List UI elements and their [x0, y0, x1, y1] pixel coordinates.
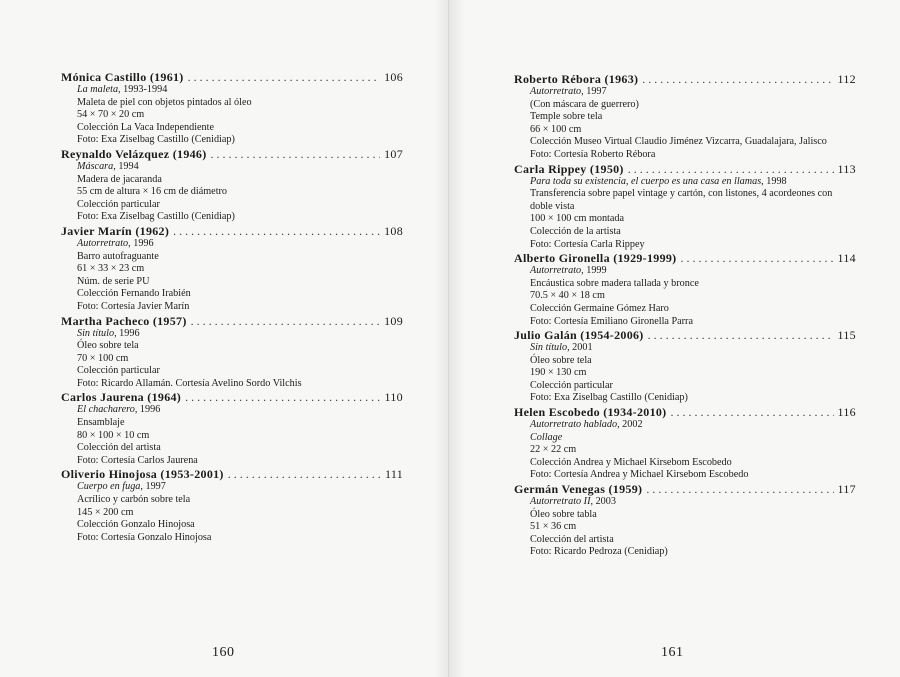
detail-line: Colección de la artista [530, 225, 621, 237]
artist-name: Germán Venegas [514, 482, 606, 497]
entry-details [61, 84, 403, 147]
detail-line: Colección del artista [530, 533, 614, 545]
artwork-date: , 1999 [581, 265, 607, 277]
artwork-title: Autorretrato [77, 237, 129, 249]
detail-line: Foto: Cortesía Emiliano Gironella Parra [530, 315, 693, 327]
detail-line: Foto: Exa Ziselbag Castillo (Cenidiap) [77, 211, 235, 223]
detail-line: Foto: Cortesía Roberto Rébora [530, 148, 656, 160]
detail-line: 54 × 70 × 20 cm [77, 109, 145, 121]
detail-line [77, 481, 403, 494]
detail-line: Barro autofraguante [77, 250, 159, 262]
right-page [451, 0, 900, 677]
entry-list [61, 70, 403, 544]
entry-details [514, 496, 856, 559]
detail-line [77, 404, 403, 417]
detail-line: Núm. de serie PU [77, 275, 150, 287]
artwork-title: Autorretrato hablado [530, 419, 618, 431]
entry-heading [61, 224, 403, 238]
detail-line: Encáustica sobre madera tallada y bronce [530, 277, 699, 289]
detail-line: Colección Museo Virtual Claudio Jiménez Vizcarra, Guadalajara, Jalisco [530, 136, 827, 148]
detail-line: Óleo sobre tela [530, 354, 592, 366]
detail-line [530, 419, 856, 432]
detail-line: 190 × 130 cm [530, 367, 587, 379]
artist-name: Javier Marín [61, 223, 133, 238]
entry-page-number: 114 [837, 251, 856, 266]
entry-details [61, 404, 403, 467]
detail-line: Foto: Cortesía Andrea y Michael Kirsebom Escobedo [530, 469, 749, 481]
entry-page-number: 115 [837, 328, 856, 343]
entry-page-number: 107 [384, 146, 403, 161]
detail-line [530, 432, 856, 445]
entry-details [61, 238, 403, 314]
detail-line: Colección Germaine Gómez Haro [530, 302, 669, 314]
artwork-title: Autorretrato [530, 86, 582, 97]
detail-line: Acrílico y carbón sobre tela [77, 494, 191, 506]
dot-leader [670, 405, 833, 419]
artwork-date: , 1996 [114, 327, 140, 339]
artwork-date: , 1994 [113, 160, 139, 172]
catalog-entry [514, 405, 856, 482]
detail-line: Colección Gonzalo Hinojosa [77, 519, 195, 531]
dot-leader [188, 70, 380, 84]
entry-heading [514, 405, 856, 419]
artwork-date: , 1996 [134, 404, 161, 416]
catalog-entry [61, 390, 403, 467]
detail-line: Foto: Cortesía Gonzalo Hinojosa [77, 531, 212, 543]
entry-page-number: 116 [837, 405, 856, 420]
dot-leader [185, 390, 380, 404]
artwork-title: Sin título [77, 327, 115, 339]
artwork-date: , 2003 [590, 496, 616, 508]
detail-line: 80 × 100 × 10 cm [77, 429, 150, 441]
detail-line: Madera de jacaranda [77, 173, 162, 185]
detail-line: Foto: Cortesía Carlos Jaurena [77, 454, 198, 466]
artist-name: Roberto Rébora [514, 72, 602, 86]
detail-line: 55 cm de altura × 16 cm de diámetro [77, 186, 228, 198]
entry-page-number: 117 [837, 482, 856, 497]
detail-line: Transferencia sobre papel vintage y cartón, con listones, 4 acordeones con [530, 188, 833, 200]
entry-page-number: 110 [384, 390, 403, 405]
artist-years: (1946) [172, 146, 207, 161]
entry-heading [514, 162, 856, 176]
artwork-title: Autorretrato [530, 265, 582, 277]
artist-name: Reynaldo Velázquez [61, 146, 170, 161]
artist-years: (1934-2010) [603, 405, 667, 420]
artwork-title: Máscara [77, 160, 114, 172]
catalog-entry [61, 70, 403, 147]
artist-years: (1954-2006) [580, 328, 644, 343]
dot-leader [228, 467, 381, 481]
detail-line: Temple sobre tela [530, 111, 603, 123]
detail-line: Foto: Ricardo Pedroza (Cenidiap) [530, 546, 668, 558]
artwork-date: , 1998 [761, 175, 787, 187]
detail-line: Colección particular [77, 198, 160, 210]
artwork-title: Autorretrato II [530, 496, 591, 508]
detail-line: Colección Fernando Irabién [77, 288, 191, 300]
entry-heading [61, 147, 403, 161]
detail-line [530, 265, 856, 278]
artist-years: (1959) [608, 482, 643, 497]
detail-line: Foto: Cortesía Carla Rippey [530, 238, 645, 250]
artist-years: (1964) [147, 390, 182, 405]
entry-details [514, 86, 856, 162]
artist-years: (1950) [589, 161, 624, 176]
entry-page-number: 106 [384, 70, 403, 84]
entry-details [61, 328, 403, 391]
detail-line: 61 × 33 × 23 cm [77, 263, 145, 275]
detail-line [77, 161, 403, 174]
detail-line: 66 × 100 cm [530, 123, 582, 135]
artist-name: Alberto Gironella [514, 251, 610, 266]
catalog-entry [514, 482, 856, 559]
detail-line [530, 176, 856, 189]
entry-heading [61, 70, 403, 84]
detail-line: Colección del artista [77, 442, 161, 454]
dot-leader [628, 162, 834, 176]
artist-years: (1929-1999) [613, 251, 677, 266]
artwork-title: Sin título [530, 342, 568, 354]
detail-line: 70 × 100 cm [77, 352, 129, 364]
entry-heading [514, 72, 856, 86]
entry-page-number: 109 [384, 313, 403, 328]
page-number: 160 [212, 645, 235, 660]
detail-line: Foto: Exa Ziselbag Castillo (Cenidiap) [530, 392, 688, 404]
dot-leader [646, 482, 833, 496]
entry-details [61, 481, 403, 544]
detail-line [530, 86, 856, 99]
detail-line: Foto: Cortesía Javier Marín [77, 300, 190, 312]
artwork-date: , 2002 [617, 419, 643, 431]
artist-years: (1961) [149, 70, 184, 84]
detail-line [77, 84, 403, 97]
entry-heading [514, 328, 856, 342]
entry-heading [514, 251, 856, 265]
artist-name: Helen Escobedo [514, 405, 600, 420]
detail-line [77, 328, 403, 341]
artist-years: (1953-2001) [160, 467, 224, 482]
detail-line: 100 × 100 cm montada [530, 213, 625, 225]
artwork-date: , 1993-1994 [118, 84, 168, 95]
detail-line: Óleo sobre tabla [530, 508, 597, 520]
artwork-date: , 1997 [140, 481, 166, 493]
entry-page-number: 112 [837, 72, 856, 86]
detail-line: Foto: Exa Ziselbag Castillo (Cenidiap) [77, 134, 235, 146]
dot-leader [191, 314, 380, 328]
artwork-title: Para toda su existencia, el cuerpo es una casa en llamas [530, 175, 762, 187]
detail-line: 145 × 200 cm [77, 506, 134, 518]
detail-line: Colección particular [77, 365, 160, 377]
catalog-entry [61, 467, 403, 544]
detail-line [530, 342, 856, 355]
artist-name: Carla Rippey [514, 161, 587, 176]
detail-line: Maleta de piel con objetos pintados al óleo [77, 96, 252, 108]
artist-name: Oliverio Hinojosa [61, 467, 158, 482]
detail-line: (Con máscara de guerrero) [530, 98, 639, 110]
detail-line: 51 × 36 cm [530, 521, 577, 533]
detail-line: doble vista [530, 200, 575, 212]
left-page [0, 0, 449, 677]
artwork-title: Collage [530, 431, 563, 443]
artwork-date: , 1996 [128, 237, 154, 249]
detail-line: 22 × 22 cm [530, 444, 577, 456]
artwork-date: , 1997 [581, 86, 607, 97]
entry-heading [61, 314, 403, 328]
entry-details [514, 176, 856, 252]
artwork-date: , 2001 [567, 342, 593, 354]
detail-line [530, 496, 856, 509]
detail-line: Colección La Vaca Independiente [77, 121, 214, 133]
artwork-title: Cuerpo en fuga [77, 481, 141, 493]
detail-line [77, 238, 403, 251]
spine-shadow [434, 0, 448, 677]
entry-heading [514, 482, 856, 496]
entry-details [61, 161, 403, 224]
artist-name: Martha Pacheco [61, 313, 150, 328]
dot-leader [642, 72, 833, 86]
dot-leader [648, 328, 834, 342]
artist-years: (1962) [135, 223, 170, 238]
catalog-entry [514, 251, 856, 328]
artist-years: (1957) [152, 313, 187, 328]
detail-line: Óleo sobre tela [77, 340, 139, 352]
page-number: 161 [661, 645, 684, 660]
catalog-entry [514, 162, 856, 252]
artist-name: Julio Galán [514, 328, 577, 343]
dot-leader [173, 224, 380, 238]
entry-details [514, 419, 856, 482]
dot-leader [680, 251, 833, 265]
artist-name: Mónica Castillo [61, 70, 147, 84]
catalog-entry [61, 314, 403, 391]
entry-heading [61, 390, 403, 404]
artist-years: (1963) [604, 72, 639, 86]
artwork-title: La maleta [77, 84, 119, 95]
entry-page-number: 111 [384, 467, 403, 482]
detail-line: 70.5 × 40 × 18 cm [530, 290, 605, 302]
artwork-title: El chacharero [77, 404, 135, 416]
entry-heading [61, 467, 403, 481]
catalog-entry [61, 224, 403, 314]
spine-shadow [451, 0, 465, 677]
detail-line: Colección Andrea y Michael Kirsebom Escobedo [530, 456, 732, 468]
entry-details [514, 265, 856, 328]
dot-leader [211, 147, 381, 161]
entry-list [514, 72, 856, 559]
catalog-entry [514, 328, 856, 405]
detail-line: Colección particular [530, 379, 613, 391]
entry-details [514, 342, 856, 405]
detail-line: Ensamblaje [77, 417, 125, 429]
detail-line: Foto: Ricardo Allamán. Cortesía Avelino Sordo Vilchis [77, 377, 302, 389]
catalog-entry [514, 72, 856, 162]
entry-page-number: 108 [384, 223, 403, 238]
artist-name: Carlos Jaurena [61, 390, 144, 405]
catalog-entry [61, 147, 403, 224]
entry-page-number: 113 [837, 161, 856, 176]
